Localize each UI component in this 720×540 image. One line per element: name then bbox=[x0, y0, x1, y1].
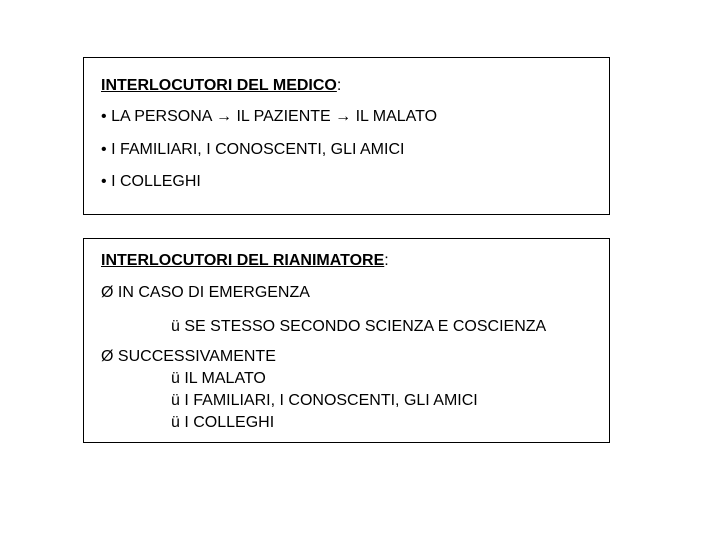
rianimatore-subitem-familiari bbox=[171, 391, 478, 411]
rianimatore-heading-text: INTERLOCUTORI DEL RIANIMATORE bbox=[101, 252, 385, 269]
rianimatore-subitem-text: SE STESSO SECONDO SCIENZA E COSCIENZA bbox=[184, 318, 547, 335]
checkmark-icon: ü bbox=[171, 370, 180, 387]
rianimatore-group-emergenza bbox=[101, 283, 310, 303]
rianimatore-heading-colon: : bbox=[384, 252, 389, 269]
rianimatore-subitem-se-stesso bbox=[171, 317, 546, 337]
rianimatore-box bbox=[83, 238, 610, 443]
rianimatore-subitem-text: I FAMILIARI, I CONOSCENTI, GLI AMICI bbox=[184, 392, 478, 409]
medico-heading-colon: : bbox=[336, 77, 342, 94]
rianimatore-group-successivamente bbox=[101, 347, 276, 367]
arrowhead-bullet-icon: Ø bbox=[101, 348, 114, 365]
bullet-icon: • bbox=[101, 108, 107, 125]
arrowhead-bullet-icon: Ø bbox=[101, 284, 114, 301]
rianimatore-subitem-colleghi bbox=[171, 413, 274, 433]
checkmark-icon: ü bbox=[171, 392, 180, 409]
rianimatore-heading bbox=[101, 251, 389, 271]
medico-heading-text: INTERLOCUTORI DEL MEDICO bbox=[101, 77, 337, 94]
medico-item-persona bbox=[101, 107, 437, 127]
rianimatore-subitem-text: IL MALATO bbox=[184, 370, 266, 387]
medico-box bbox=[83, 57, 610, 215]
rianimatore-group-label: IN CASO DI EMERGENZA bbox=[117, 284, 310, 301]
checkmark-icon: ü bbox=[171, 318, 180, 335]
medico-item-text: I FAMILIARI, I CONOSCENTI, GLI AMICI bbox=[111, 141, 405, 158]
bullet-icon: • bbox=[101, 173, 107, 190]
medico-heading bbox=[101, 76, 341, 96]
medico-item-colleghi bbox=[101, 172, 201, 192]
checkmark-icon: ü bbox=[171, 414, 180, 431]
medico-item-text: I COLLEGHI bbox=[111, 173, 201, 190]
bullet-icon: • bbox=[101, 141, 107, 158]
rianimatore-group-label: SUCCESSIVAMENTE bbox=[117, 348, 276, 365]
medico-item-familiari bbox=[101, 140, 404, 160]
medico-item-text: LA PERSONA → IL PAZIENTE → IL MALATO bbox=[111, 108, 438, 125]
rianimatore-subitem-malato bbox=[171, 369, 266, 389]
rianimatore-subitem-text: I COLLEGHI bbox=[184, 414, 275, 431]
